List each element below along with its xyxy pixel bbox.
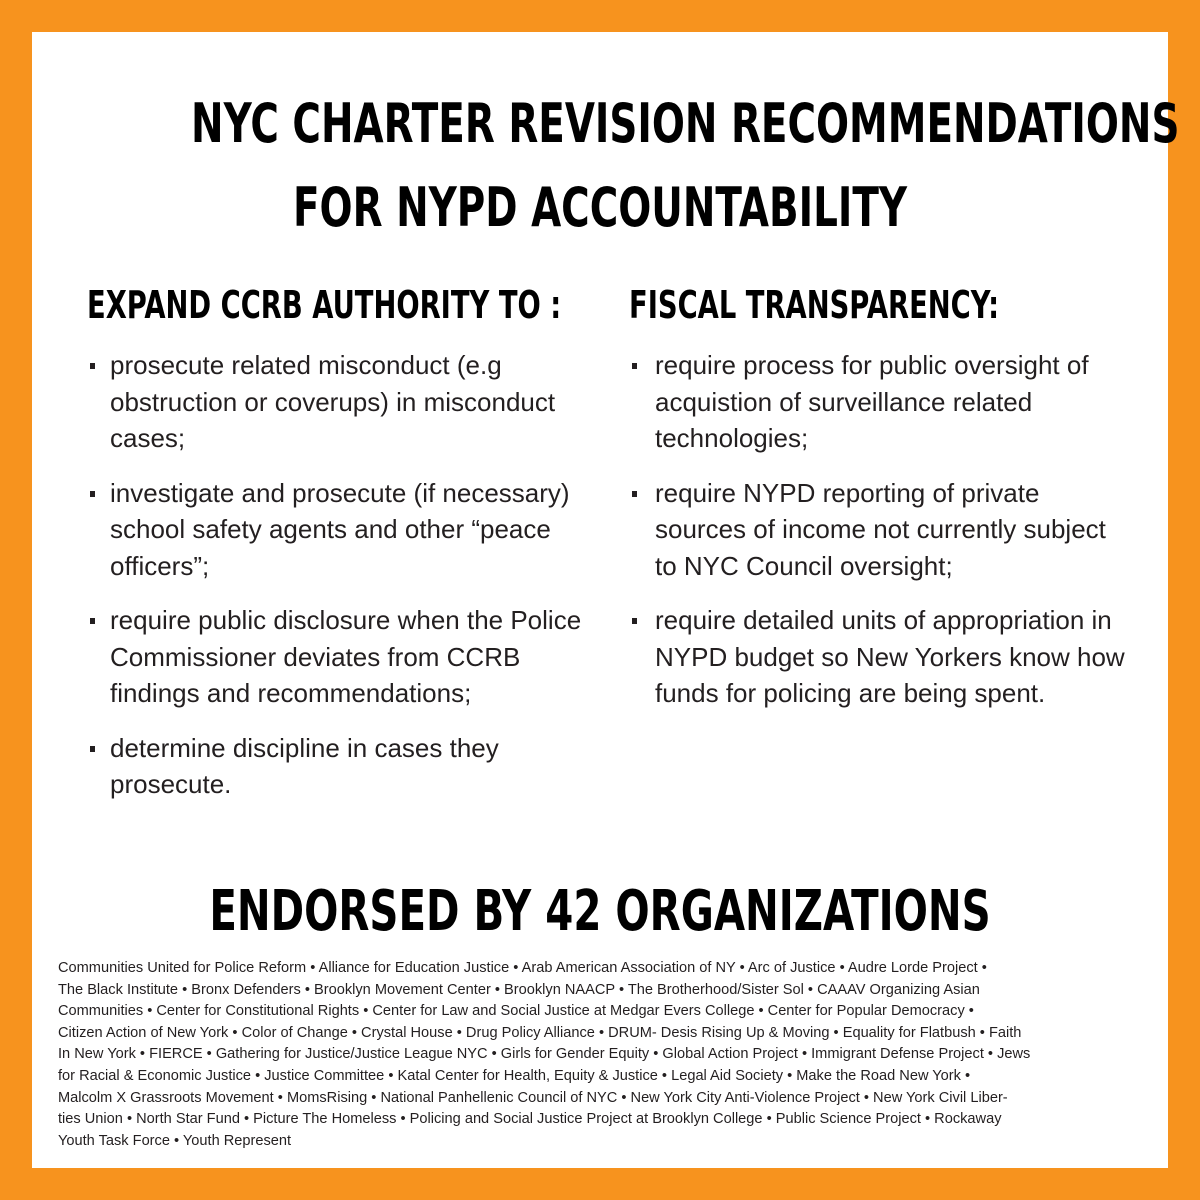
list-item-text: investigate and prosecute (if necessary) school safety agents and other “peace officers”; (110, 477, 570, 581)
fiscal-transparency-list (629, 347, 1129, 712)
list-item (87, 347, 597, 457)
list-item (629, 602, 1129, 712)
organizations-line: Communities United for Police Reform • Alliance for Education Justice • Arab American Association of NY • Arc of Justice • Audre Lorde Project • (58, 960, 987, 976)
ccrb-authority-list (87, 347, 597, 803)
organizations-line: ties Union • North Star Fund • Picture The Homeless • Policing and Social Justice Project at Brooklyn College • Public Science Project • Rockaway (58, 1111, 1002, 1128)
bullet-icon (90, 491, 95, 497)
bullet-icon (90, 363, 95, 369)
organizations-line: Malcolm X Grassroots Movement • MomsRising • National Panhellenic Council of NYC • New York City Anti-Violence Project • New York Civil Liber- (58, 1089, 1008, 1106)
list-item-text: prosecute related misconduct (e.g obstruction or coverups) in misconduct cases; (110, 350, 556, 453)
list-item (87, 730, 597, 803)
organizations-line: In New York • FIERCE • Gathering for Justice/Justice League NYC • Girls for Gender Equity • Global Action Project • Immigrant Defense Project • Jews (58, 1046, 1031, 1063)
list-item-text: determine discipline in cases they prosecute. (110, 732, 499, 799)
list-item (629, 347, 1129, 457)
poster-card (32, 32, 1180, 1168)
list-item-text: require public disclosure when the Police Commissioner deviates from CCRB findings and recommendations; (110, 605, 582, 708)
organizations-list (58, 958, 1118, 1152)
organizations-line: Citizen Action of New York • Color of Change • Crystal House • Drug Policy Alliance • DRUM- Desis Rising Up & Moving • Equality for Flatbush • Faith (58, 1024, 1022, 1041)
organizations-line: for Racial & Economic Justice • Justice Committee • Katal Center for Health, Equity & Justice • Legal Aid Society • Make the Road New York • (58, 1067, 971, 1084)
bullet-icon (632, 491, 637, 497)
list-item (87, 602, 597, 712)
fiscal-transparency-heading: FISCAL TRANSPARENCY: (629, 283, 1000, 327)
list-item-text: require detailed units of appropriation in NYPD budget so New Yorkers know how funds for policing are being spent. (655, 605, 1125, 708)
ccrb-authority-heading: EXPAND CCRB AUTHORITY TO : (87, 283, 562, 327)
fiscal-transparency-section (629, 280, 1129, 730)
organizations-line: The Black Institute • Bronx Defenders • Brooklyn Movement Center • Brooklyn NAACP • The Brotherhood/Sister Sol • CAAAV Organizing Asian (58, 981, 980, 998)
organizations-line: Youth Task Force • Youth Represent (58, 1132, 292, 1149)
list-item-text: require process for public oversight of acquistion of surveillance related technologies; (655, 350, 1089, 453)
bullet-icon (90, 618, 95, 624)
organizations-line: Communities • Center for Constitutional Rights • Center for Law and Social Justice at Medgar Evers College • Center for Popular Democracy • (58, 1003, 974, 1020)
title-line-1: NYC CHARTER REVISION RECOMMENDATIONS (191, 92, 1180, 155)
ccrb-authority-section (87, 280, 597, 821)
bullet-icon (90, 746, 95, 752)
endorsed-heading: ENDORSED BY 42 ORGANIZATIONS (209, 879, 991, 944)
title-line-2: FOR NYPD ACCOUNTABILITY (292, 176, 908, 239)
list-item (87, 475, 597, 585)
bullet-icon (632, 363, 637, 369)
list-item (629, 475, 1129, 585)
list-item-text: require NYPD reporting of private sources of income not currently subject to NYC Council oversight; (655, 477, 1106, 581)
bullet-icon (632, 618, 637, 624)
page-title (191, 82, 1180, 250)
